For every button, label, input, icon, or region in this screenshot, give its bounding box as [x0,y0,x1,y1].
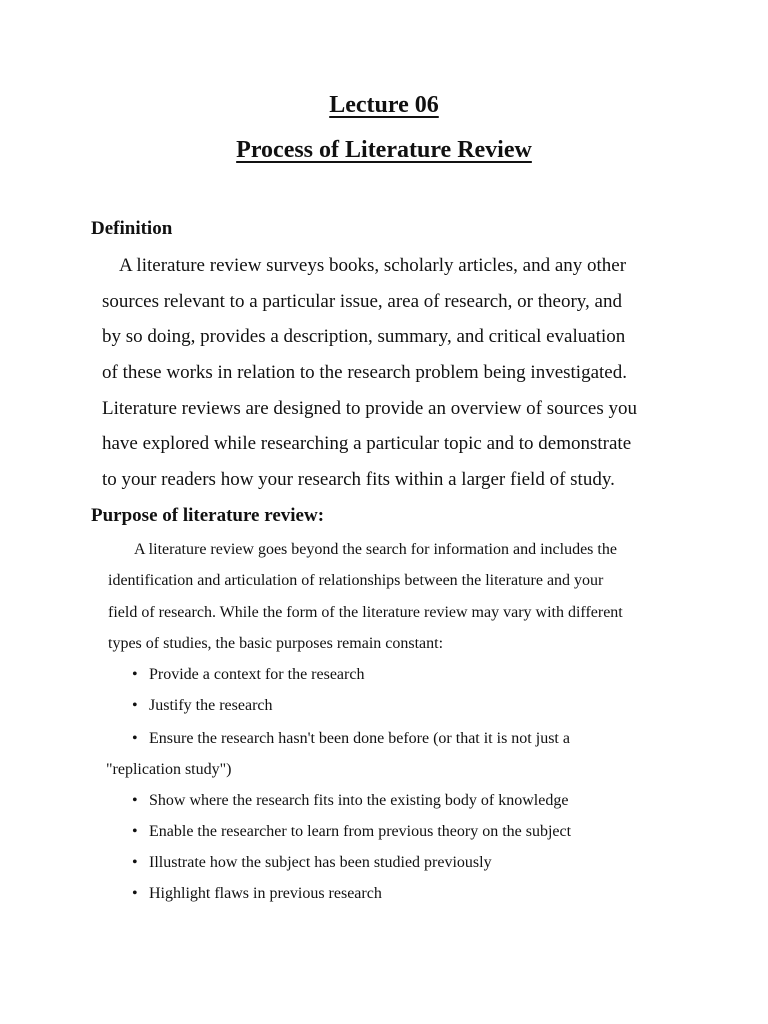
bullet-text: Illustrate how the subject has been studied previously [149,854,492,871]
bullet-text: Enable the researcher to learn from previous theory on the subject [149,823,572,840]
bullet-icon: • [132,697,138,714]
definition-line: of these works in relation to the research problem being investigated. [102,362,627,383]
bullet-icon: • [132,854,138,871]
definition-line: to your readers how your research fits within a larger field of study. [102,469,615,490]
bullet-item [132,854,492,872]
purpose-line: field of research. While the form of the literature review may vary with different [108,604,623,621]
bullet-text: Ensure the research hasn't been done before (or that it is not just a [149,730,570,747]
definition-line: by so doing, provides a description, summary, and critical evaluation [102,326,626,347]
bullet-icon: • [132,823,138,840]
purpose-heading: Purpose of literature review: [91,505,325,526]
bullet-item [132,697,273,715]
bullet-item [132,792,568,810]
purpose-line: A literature review goes beyond the search for information and includes the [134,541,617,558]
definition-line: A literature review surveys books, scholarly articles, and any other [119,255,627,276]
bullet-icon: • [132,730,138,747]
purpose-line: identification and articulation of relationships between the literature and your [108,572,604,589]
bullet-icon: • [132,885,138,902]
bullet-icon: • [132,666,138,683]
bullet-text: Show where the research fits into the existing body of knowledge [149,792,569,809]
bullet-item [132,823,571,841]
bullet-text: Highlight flaws in previous research [149,885,382,902]
bullet-text: Justify the research [149,697,273,714]
bullet-icon: • [132,792,138,809]
page-title: Process of Literature Review [236,137,532,163]
bullet-item [132,730,570,748]
bullet-item [132,885,382,903]
definition-line: Literature reviews are designed to provide an overview of sources you [102,398,637,419]
bullet-text: Provide a context for the research [149,666,365,683]
definition-line: sources relevant to a particular issue, area of research, or theory, and [102,291,622,312]
bullet-item [132,666,364,684]
definition-line: have explored while researching a particular topic and to demonstrate [102,433,632,454]
purpose-line: types of studies, the basic purposes remain constant: [108,635,444,652]
lecture-number-title: Lecture 06 [329,92,439,118]
definition-heading: Definition [91,218,173,239]
bullet-continuation: "replication study") [106,761,232,778]
